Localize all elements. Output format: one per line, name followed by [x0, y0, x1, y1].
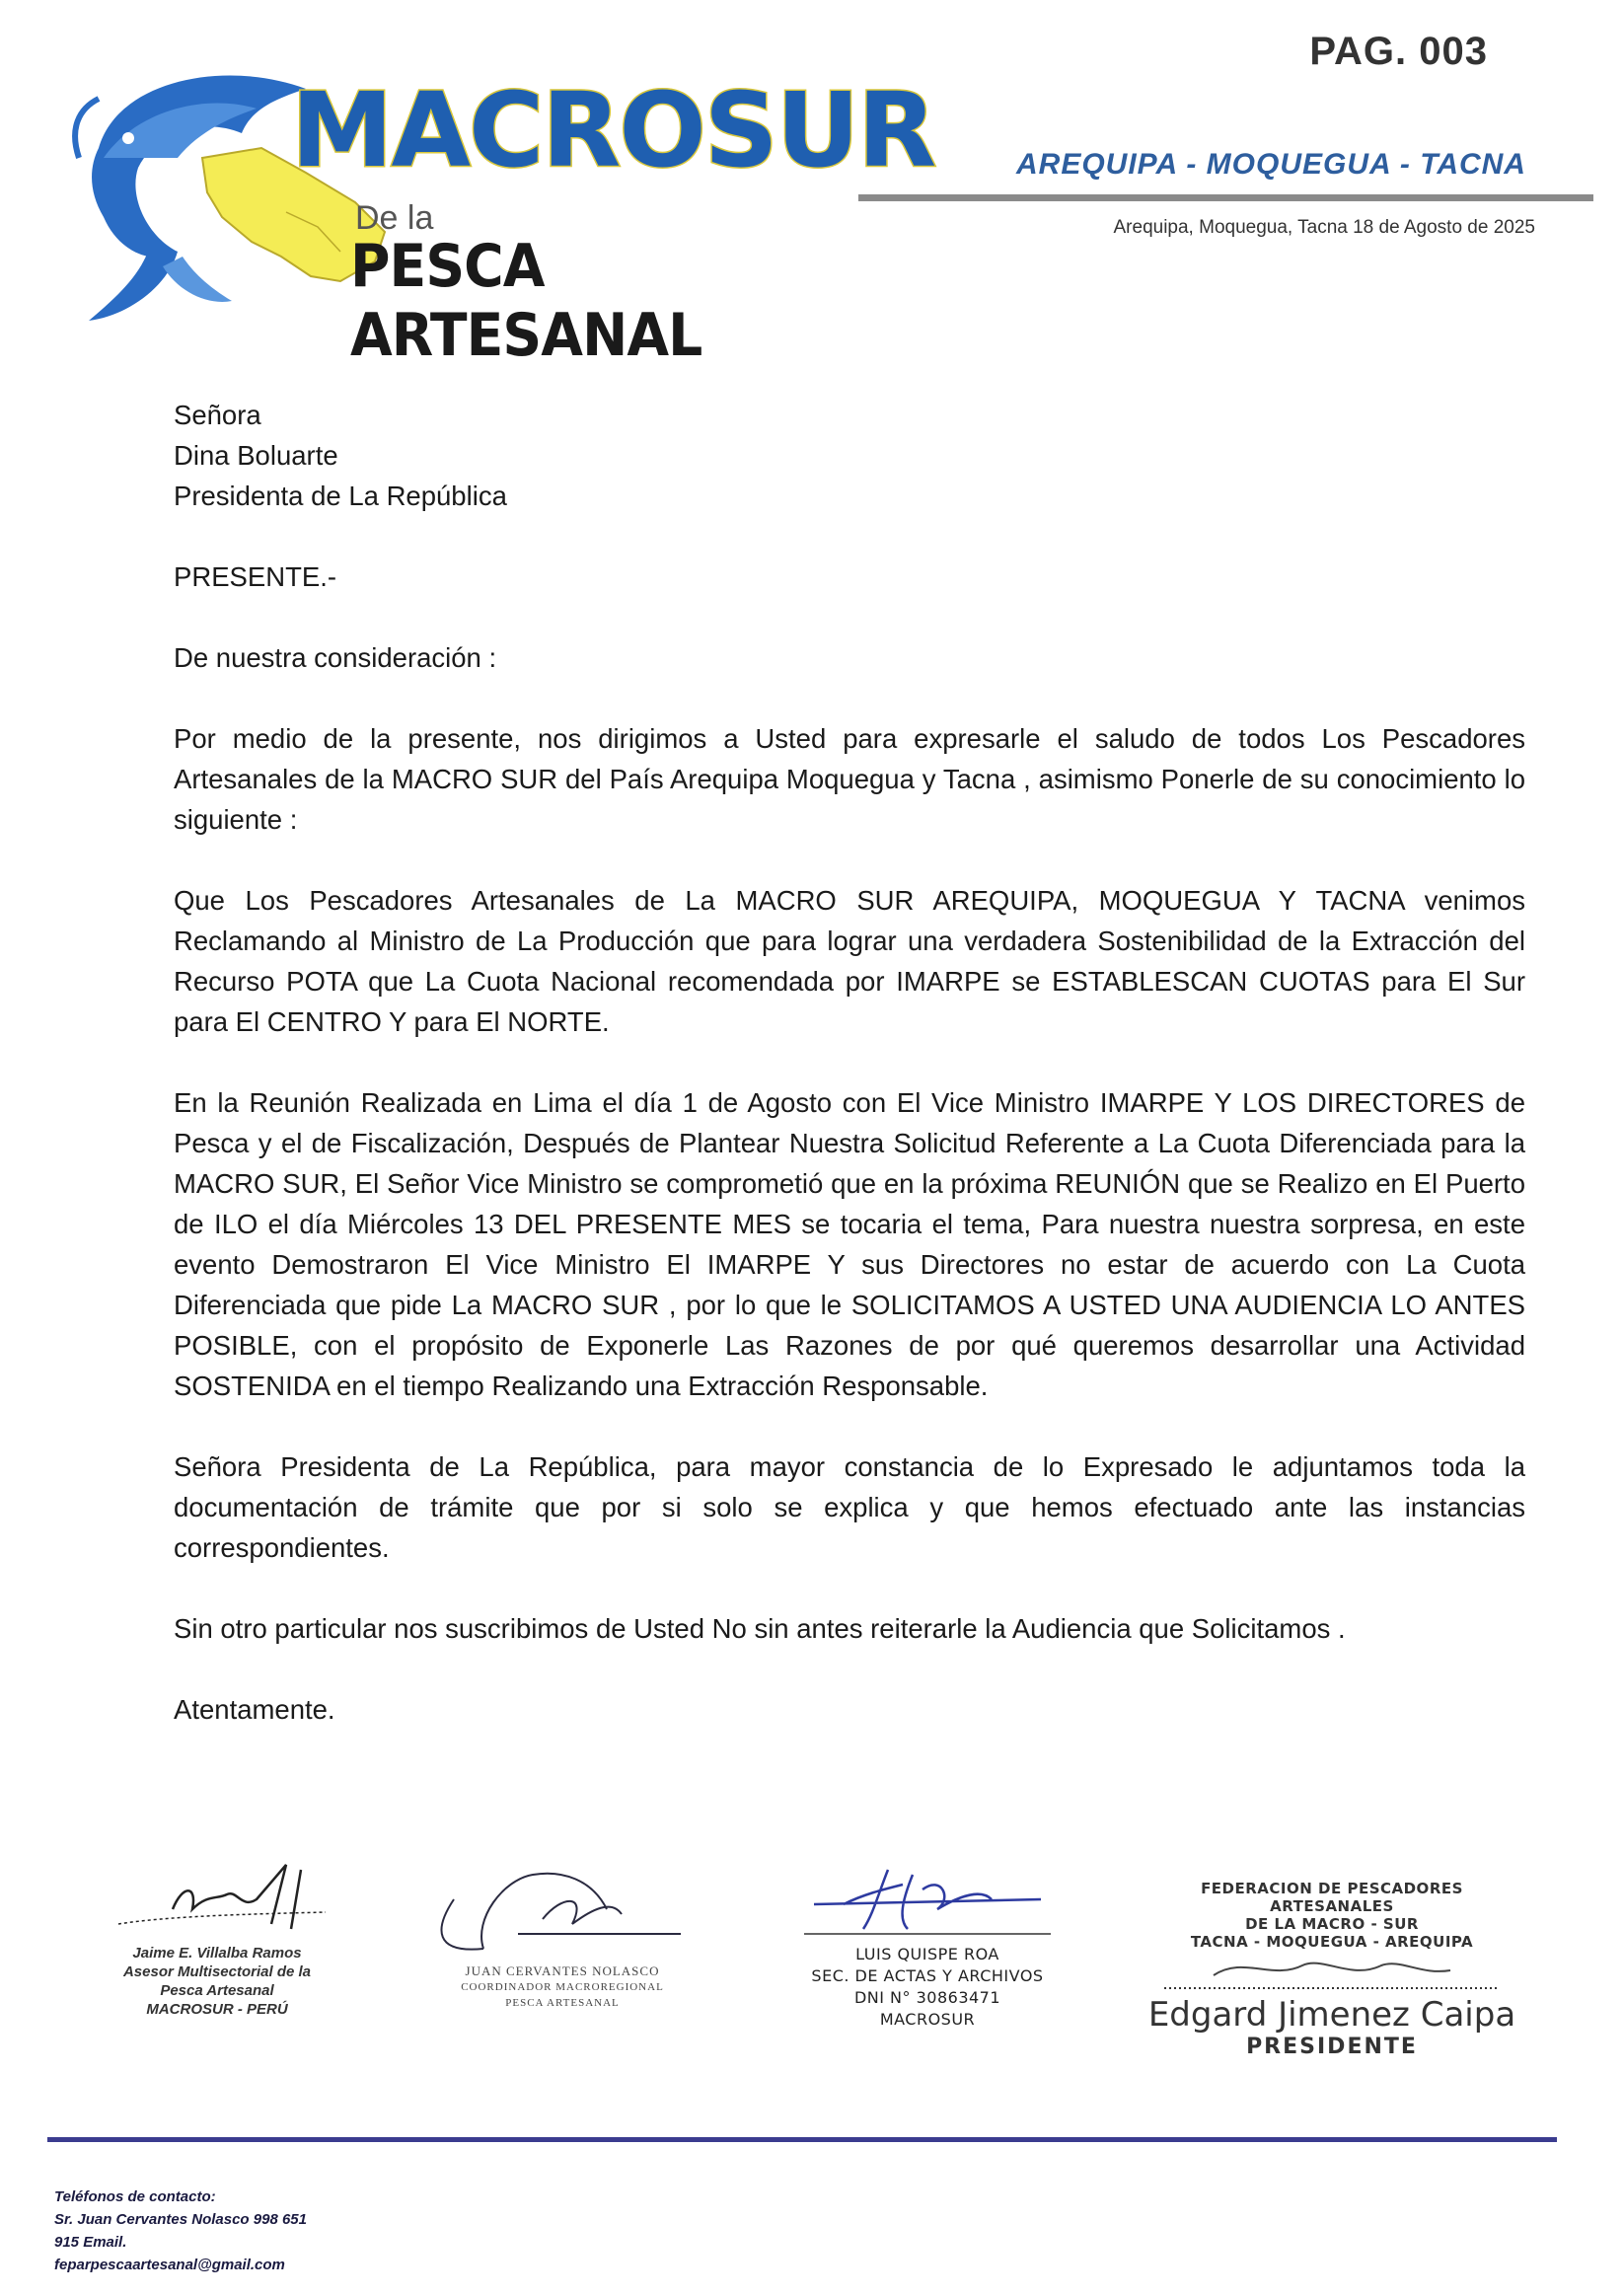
contact-email: feparpescaartesanal@gmail.com: [54, 2257, 285, 2273]
contact-info: [54, 2185, 307, 2276]
closing-line: Sin otro particular nos suscribimos de Usted No sin antes reiterarle la Audiencia que Solicitamos .: [174, 1613, 1346, 1644]
place-date: Arequipa, Moquegua, Tacna 18 de Agosto de 2025: [1113, 217, 1535, 238]
signature-line: SEC. DE ACTAS Y ARCHIVOS: [811, 1966, 1044, 1985]
handwritten-signature-icon: [89, 1855, 345, 1939]
header-divider: [858, 194, 1593, 201]
recipient-line: Presidenta de La República: [174, 481, 507, 511]
macrosur-logo: [59, 39, 935, 370]
signature-line: COORDINADOR MACROREGIONAL: [461, 1981, 664, 1993]
handwritten-signature-icon: [794, 1850, 1061, 1939]
recipient-line: Señora: [174, 400, 261, 430]
presente-line: PRESENTE.-: [174, 561, 337, 592]
contact-line: 915 Email.: [54, 2234, 127, 2251]
president-name: Edgard Jimenez Caipa: [1147, 1995, 1516, 2035]
letter-body: [174, 395, 1525, 1730]
handwritten-signature-icon: [424, 1860, 701, 1959]
handwritten-signature-icon: [1154, 1951, 1510, 1990]
paragraph: Señora Presidenta de La República, para mayor constancia de lo Expresado le adjuntamos toda la documentación de trámite que por si solo se explica y que hemos efectuado ante las instancias correspondientes.: [174, 1451, 1525, 1563]
signature-line: PESCA ARTESANAL: [505, 1997, 620, 2009]
signature-line: MACROSUR: [879, 2010, 976, 2029]
signature-line: JUAN CERVANTES NOLASCO: [465, 1963, 660, 1978]
page-number: PAG. 003: [1309, 30, 1488, 73]
stamp-line: FEDERACION DE PESCADORES ARTESANALES: [1201, 1880, 1463, 1915]
signature-line: Asesor Multisectorial de la: [122, 1963, 312, 1980]
logo-tagline-large: PESCA ARTESANAL: [350, 232, 702, 370]
recipient-line: Dina Boluarte: [174, 440, 338, 471]
contact-title: Teléfonos de contacto:: [54, 2188, 216, 2205]
regions-heading: AREQUIPA - MOQUEGUA - TACNA: [1016, 148, 1526, 181]
salutation: De nuestra consideración :: [174, 642, 497, 673]
signature-line: Jaime E. Villalba Ramos: [132, 1945, 302, 1962]
signature-line: DNI N° 30863471: [853, 1988, 1001, 2007]
signature-line: LUIS QUISPE ROA: [855, 1945, 999, 1963]
signature-block: [424, 1860, 701, 2011]
stamp-line: DE LA MACRO - SUR: [1245, 1915, 1419, 1933]
footer-divider: [47, 2137, 1557, 2142]
federation-stamp: [1144, 1880, 1519, 2059]
signature-block: [84, 1855, 350, 2019]
farewell: Atentamente.: [174, 1694, 335, 1725]
logo-tagline-small: De la: [355, 199, 434, 237]
logo-brand: MACROSUR: [291, 70, 935, 190]
president-role: PRESIDENTE: [1246, 2035, 1418, 2059]
contact-line: Sr. Juan Cervantes Nolasco 998 651: [54, 2211, 307, 2228]
signature-line: MACROSUR - PERÚ: [146, 2001, 288, 2018]
signature-block: [794, 1850, 1061, 2031]
paragraph: Por medio de la presente, nos dirigimos a Usted para expresarle el saludo de todos Los Pescadores Artesanales de la MACRO SUR del País Arequipa Moquegua y Tacna , asimismo Ponerle de su conocimiento lo siguiente :: [174, 723, 1525, 835]
signature-line: Pesca Artesanal: [160, 1982, 274, 1999]
paragraph: Que Los Pescadores Artesanales de La MACRO SUR AREQUIPA, MOQUEGUA Y TACNA venimos Reclamando al Ministro de La Producción que para lograr una verdadera Sostenibilidad de la Extracción del Recurso POTA que La Cuota Nacional recomendada por IMARPE se ESTABLESCAN CUOTAS para El Sur para El CENTRO Y para El NORTE.: [174, 885, 1525, 1037]
paragraph: En la Reunión Realizada en Lima el día 1 de Agosto con El Vice Ministro IMARPE Y LOS DIRECTORES de Pesca y el de Fiscalización, Después de Plantear Nuestra Solicitud Referente a La Cuota Diferenciada para la MACRO SUR, El Señor Vice Ministro se comprometió que en la próxima REUNIÓN que se Realizo en El Puerto de ILO el día Miércoles 13 DEL PRESENTE MES se tocaria el tema, Para nuestra nuestra sorpresa, en este evento Demostraron El Vice Ministro El IMARPE Y sus Directores no estar de acuerdo con La Cuota Diferenciada que pide La MACRO SUR , por lo que le SOLICITAMOS A USTED UNA AUDIENCIA LO ANTES POSIBLE, con el propósito de Exponerle Las Razones de por qué queremos desarrollar una Actividad SOSTENIDA en el tiempo Realizando una Extracción Responsable.: [174, 1087, 1525, 1401]
stamp-line: TACNA - MOQUEGUA - AREQUIPA: [1190, 1933, 1474, 1951]
